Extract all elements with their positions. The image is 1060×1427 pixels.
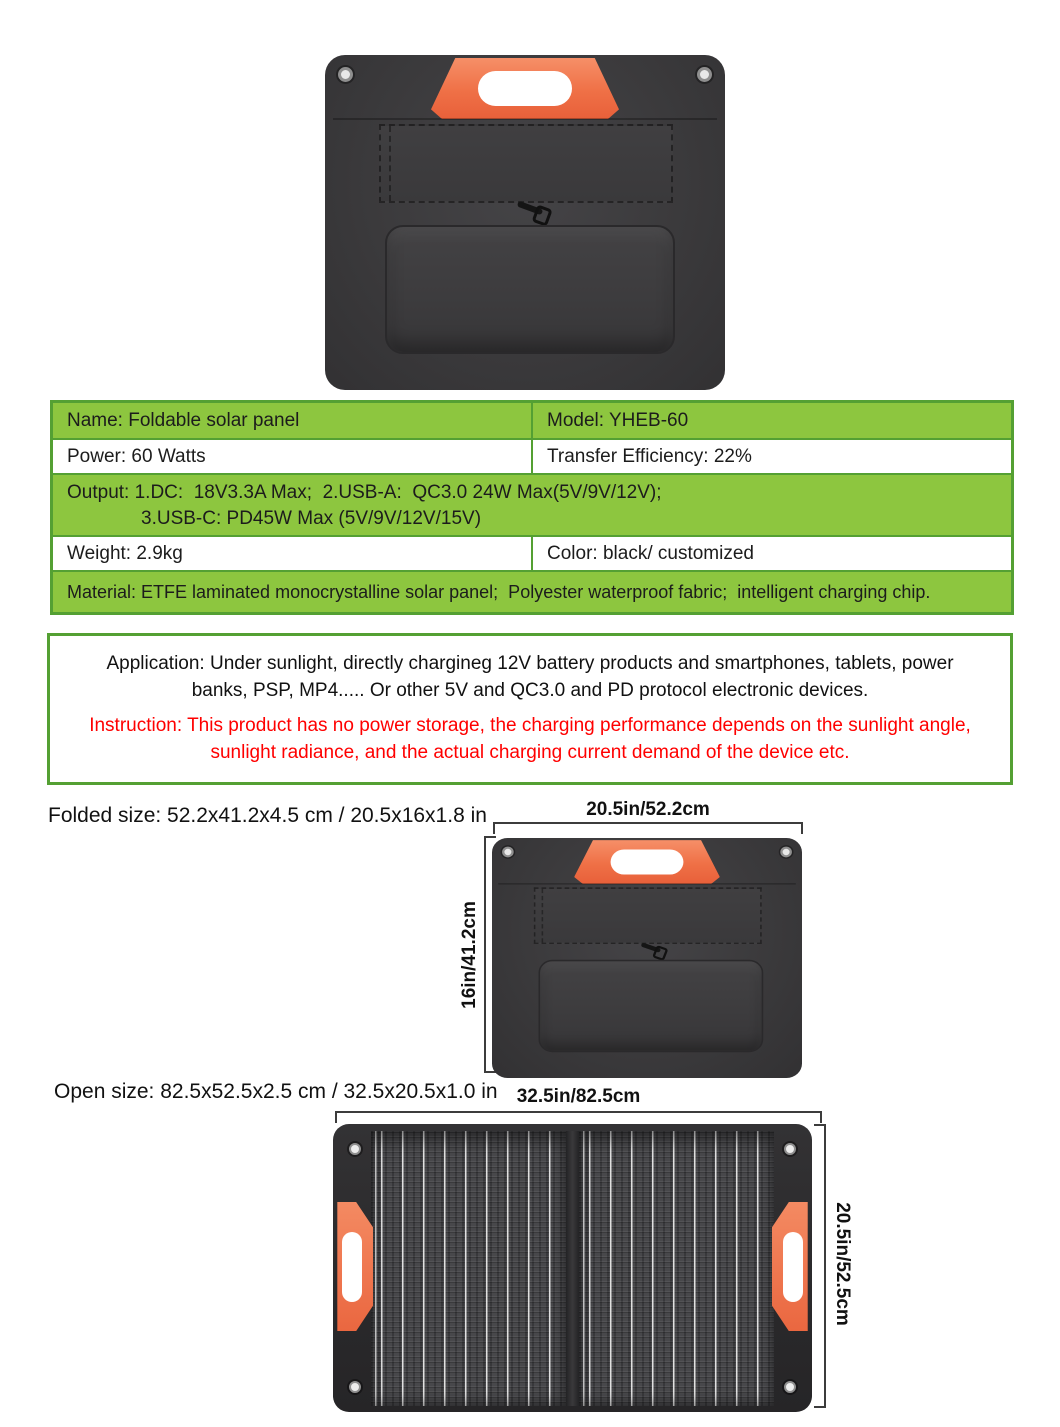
corner-eyelet bbox=[349, 1143, 361, 1155]
product-photo-folded-hero bbox=[325, 55, 725, 390]
handle-cutout bbox=[611, 849, 684, 874]
folded-width-dim-bracket bbox=[493, 822, 803, 834]
spec-row-name-model bbox=[53, 403, 1011, 438]
right-carry-handle bbox=[772, 1202, 808, 1332]
panel-bag-body bbox=[325, 55, 725, 390]
spec-efficiency: Transfer Efficiency: 22% bbox=[547, 445, 752, 467]
spec-row-material bbox=[53, 570, 1011, 612]
folded-size-label: Folded size: 52.2x41.2x4.5 cm / 20.5x16x1.8 in bbox=[48, 804, 487, 827]
open-size-photo bbox=[333, 1124, 812, 1412]
folded-width-dim-label: 20.5in/52.2cm bbox=[586, 799, 710, 820]
open-width-dim-label: 32.5in/82.5cm bbox=[516, 1086, 641, 1107]
spec-table bbox=[50, 400, 1014, 615]
folded-size-photo bbox=[492, 838, 802, 1078]
spec-output-line2: 3.USB-C: PD45W Max (5V/9V/12V/15V) bbox=[141, 508, 482, 529]
spec-row-output bbox=[53, 473, 1011, 535]
left-carry-handle bbox=[337, 1202, 373, 1332]
corner-eyelet bbox=[697, 67, 712, 82]
folded-height-dim-label: 16in/41.2cm bbox=[459, 901, 480, 1009]
spec-row-power-efficiency bbox=[53, 438, 1011, 473]
application-box bbox=[47, 633, 1013, 785]
application-text: Application: Under sunlight, directly chargineg 12V battery products and smartphones, tablets, power banks, PSP, MP4..... Or other 5V and QC3.0 and PD protocol electronic devices. bbox=[106, 653, 959, 701]
open-height-dim-line bbox=[814, 1124, 826, 1408]
storage-pouch bbox=[539, 959, 764, 1052]
handle-cutout bbox=[783, 1232, 803, 1302]
spec-color: Color: black/ customized bbox=[547, 542, 754, 564]
fold-seam bbox=[566, 1131, 579, 1406]
solar-cells-left bbox=[371, 1131, 566, 1406]
carry-handle bbox=[431, 58, 619, 120]
storage-pouch bbox=[385, 225, 675, 354]
corner-eyelet bbox=[784, 1381, 796, 1393]
corner-eyelet bbox=[502, 847, 514, 858]
corner-eyelet bbox=[338, 67, 353, 82]
flap-pocket bbox=[534, 887, 762, 944]
panel-bag-body bbox=[492, 838, 802, 1078]
spec-row-weight-color bbox=[53, 535, 1011, 570]
flap-pocket bbox=[379, 124, 673, 203]
corner-eyelet bbox=[780, 847, 792, 858]
solar-cells-right bbox=[579, 1131, 774, 1406]
corner-eyelet bbox=[784, 1143, 796, 1155]
carry-handle bbox=[574, 840, 720, 884]
spec-weight: Weight: 2.9kg bbox=[53, 537, 533, 570]
instruction-text: Instruction: This product has no power storage, the charging performance depends on the sunlight angle, sunlight radiance, and the actual charging current demand of the device etc. bbox=[89, 715, 977, 763]
open-width-dim-bracket bbox=[335, 1111, 822, 1123]
spec-material: Material: ETFE laminated monocrystalline solar panel; Polyester waterproof fabric; intelligent charging chip. bbox=[67, 581, 931, 602]
open-height-dim-label: 20.5in/52.5cm bbox=[832, 1202, 853, 1326]
handle-cutout bbox=[342, 1232, 362, 1302]
spec-power: Power: 60 Watts bbox=[53, 440, 533, 473]
handle-cutout bbox=[478, 71, 572, 106]
spec-model: Model: YHEB-60 bbox=[547, 409, 689, 431]
spec-name: Name: Foldable solar panel bbox=[53, 403, 533, 438]
open-size-label: Open size: 82.5x52.5x2.5 cm / 32.5x20.5x1.0 in bbox=[54, 1080, 498, 1103]
spec-output-line1: Output: 1.DC: 18V3.3A Max; 2.USB-A: QC3.0 24W Max(5V/9V/12V); bbox=[67, 482, 662, 503]
